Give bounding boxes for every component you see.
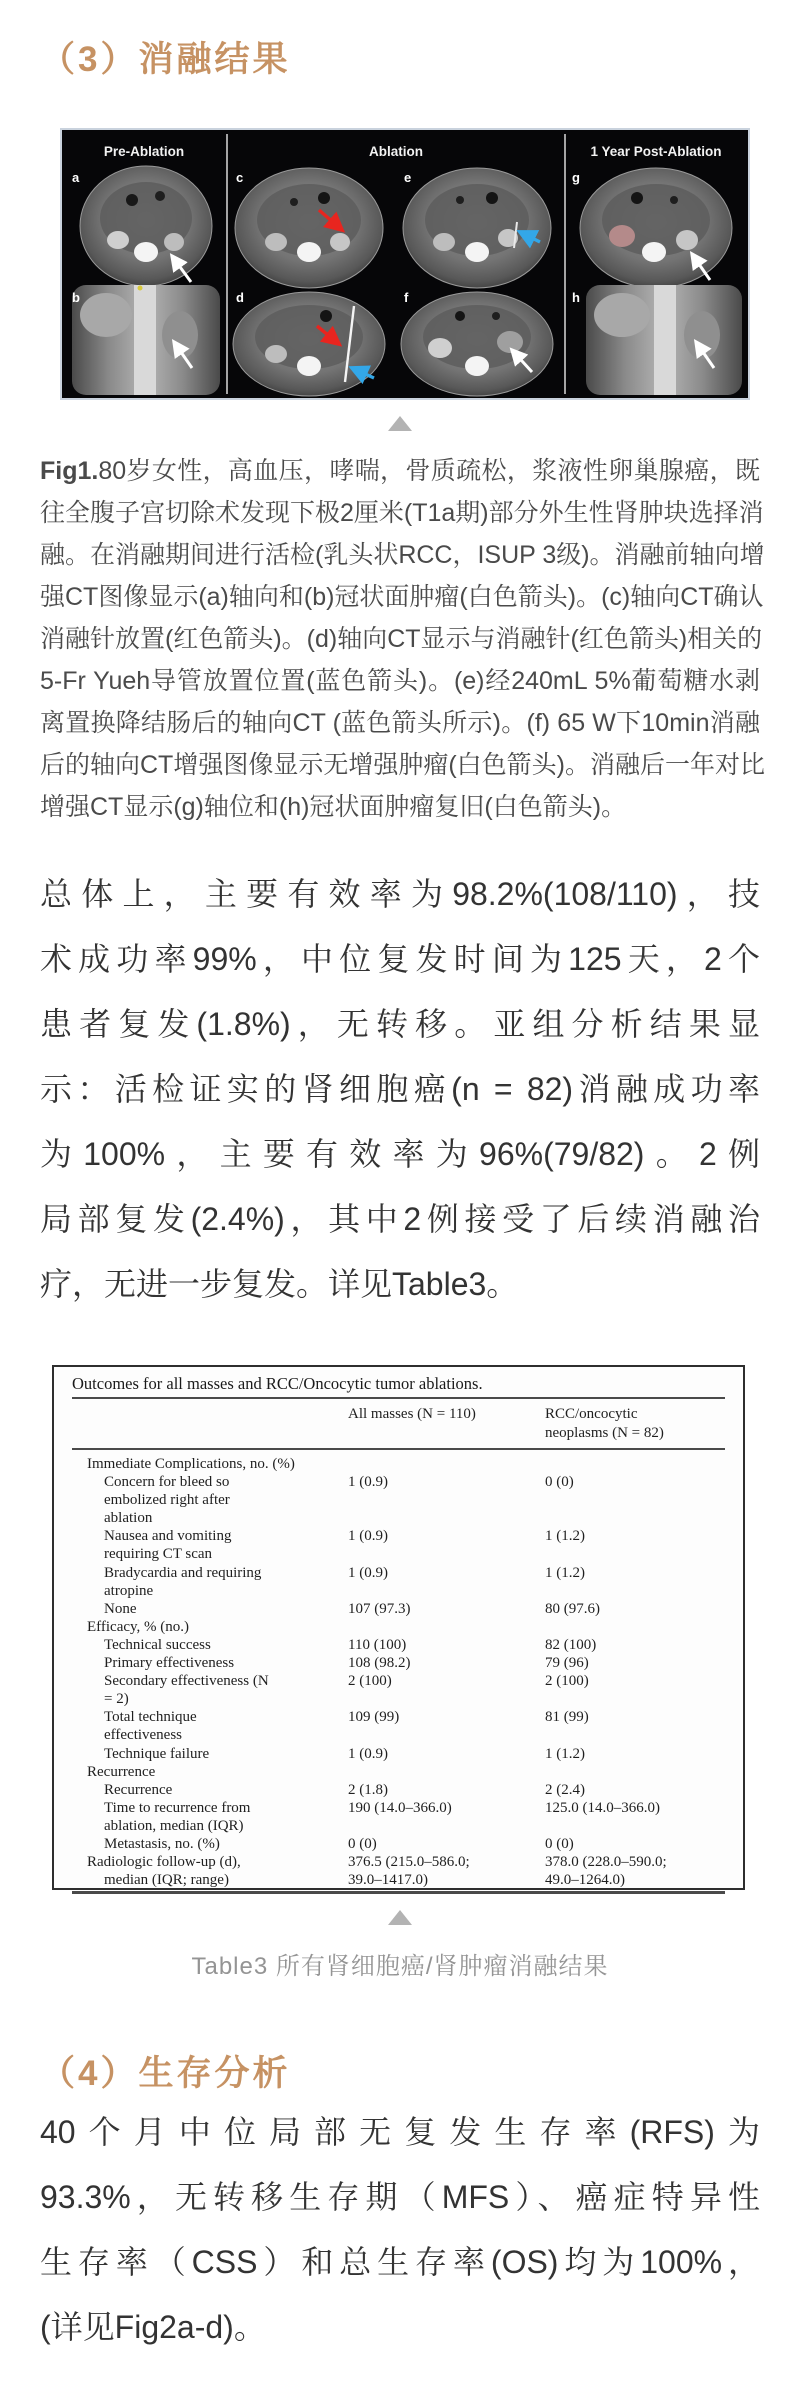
text-line: 后的轴向CT增强图像显示无增强肿瘤(白色箭头)。消融后一年对比	[40, 751, 765, 779]
table-cell	[545, 1527, 725, 1563]
table-cell	[72, 1763, 348, 1781]
table-cell	[72, 1853, 348, 1889]
text-line: RCC/oncocytic	[545, 1406, 638, 1422]
table-row	[72, 1708, 725, 1744]
text-line: 1 (1.2)	[545, 1745, 585, 1762]
table-cell	[72, 1745, 348, 1763]
text-line: All masses (N = 110)	[348, 1406, 476, 1422]
text-line: 2 (100)	[348, 1673, 392, 1690]
panel-letter-a: a	[72, 170, 80, 185]
table-row	[72, 1654, 725, 1672]
table-cell	[545, 1799, 725, 1835]
table-cell	[348, 1473, 545, 1527]
table3-caption: Table3 所有肾细胞癌/肾肿瘤消融结果	[191, 1953, 609, 1980]
table-row	[72, 1799, 725, 1835]
text-line: Primary effectiveness	[104, 1655, 235, 1672]
panel-letter-e: e	[404, 170, 412, 185]
table-cell	[348, 1781, 545, 1799]
table-cell	[348, 1654, 545, 1672]
ct-panel-a	[80, 166, 212, 286]
text-line: median (IQR; range)	[104, 1872, 229, 1889]
table-row	[72, 1618, 725, 1636]
text-line: 疗，无进一步复发。详见Table3。	[40, 1266, 519, 1302]
ct-panel-b	[72, 285, 220, 395]
text-line: 2 (1.8)	[348, 1781, 388, 1798]
triangle-up-icon	[388, 1910, 412, 1925]
table-cell	[348, 1745, 545, 1763]
text-line: 5-Fr Yueh导管放置位置(蓝色箭头)。(e)经240mL 5%葡萄糖水剥	[40, 667, 760, 695]
text-line: 1 (0.9)	[348, 1564, 388, 1581]
text-line: Time to recurrence from	[104, 1799, 251, 1816]
text-line: atropine	[104, 1582, 154, 1599]
text-line: 术成功率99%，中位复发时间为125天，2个	[40, 941, 760, 977]
outcomes-table	[52, 1365, 745, 1890]
table-cell	[72, 1527, 348, 1563]
figure-column-pre-ablation: Pre-Ablation	[103, 144, 185, 159]
text-line: Recurrence	[104, 1781, 173, 1798]
text-line: 1 (0.9)	[348, 1528, 388, 1545]
table-cell	[348, 1835, 545, 1853]
results-paragraph	[40, 862, 760, 1317]
table-cell	[545, 1455, 725, 1473]
text-line: 示：活检证实的肾细胞癌(n = 82)消融成功率	[40, 1071, 760, 1107]
table-row	[72, 1600, 725, 1618]
table-cell	[348, 1527, 545, 1563]
table-cell	[348, 1564, 545, 1600]
table-row	[72, 1527, 725, 1563]
text-line: None	[104, 1600, 137, 1617]
text-line: 110 (100)	[348, 1636, 407, 1653]
table-header-rcc	[545, 1405, 725, 1443]
text-line: 82 (100)	[545, 1636, 597, 1653]
panel-letter-g: g	[572, 170, 580, 185]
text-line: 1 (1.2)	[545, 1564, 585, 1581]
text-line: 1 (0.9)	[348, 1474, 388, 1491]
table-cell	[348, 1708, 545, 1744]
ct-figure-svg	[62, 130, 748, 398]
ct-panel-g	[580, 168, 732, 288]
table-cell	[545, 1473, 725, 1527]
table-row	[72, 1564, 725, 1600]
text-line: 378.0 (228.0–590.0;	[545, 1854, 667, 1871]
text-line: 总体上，主要有效率为98.2%(108/110)，技	[40, 876, 760, 912]
text-line: 40个月中位局部无复发生存率(RFS)为	[40, 2114, 760, 2150]
figure-column-ablation: Ablation	[369, 144, 423, 159]
fig1-caption-text: 80岁女性，高血压，哮喘，骨质疏松，浆液性卵巢腺癌，既	[98, 457, 760, 485]
table-rule-header	[72, 1448, 725, 1450]
table-cell	[348, 1600, 545, 1618]
text-line: Technical success	[104, 1636, 211, 1653]
text-line: Radiologic follow-up (d),	[87, 1854, 241, 1871]
text-line: Efficacy, % (no.)	[87, 1618, 190, 1635]
text-line: Metastasis, no. (%)	[104, 1835, 220, 1852]
table-row	[72, 1636, 725, 1654]
table-cell	[545, 1708, 725, 1744]
table-cell	[72, 1618, 348, 1636]
table-rule-top	[72, 1397, 725, 1399]
text-line: 生存率（CSS）和总生存率(OS)均为100%，	[40, 2244, 760, 2280]
text-line: 80 (97.6)	[545, 1600, 600, 1617]
table-row	[72, 1763, 725, 1781]
text-line: 0 (0)	[545, 1474, 574, 1491]
table-cell	[545, 1618, 725, 1636]
text-line: Bradycardia and requiring	[104, 1564, 262, 1581]
text-line: 强CT图像显示(a)轴向和(b)冠状面肿瘤(白色箭头)。(c)轴向CT确认	[40, 583, 764, 611]
table-title: Outcomes for all masses and RCC/Oncocytic tumor ablations.	[72, 1374, 483, 1393]
table-cell	[545, 1672, 725, 1708]
text-line: = 2)	[104, 1691, 129, 1708]
table-cell	[545, 1763, 725, 1781]
text-line: 增强CT显示(g)轴位和(h)冠状面肿瘤复旧(白色箭头)。	[40, 793, 627, 821]
panel-letter-c: c	[236, 170, 244, 185]
text-line: 融。在消融期间进行活检(乳头状RCC，ISUP 3级)。消融前轴向增	[40, 541, 765, 569]
text-line: ablation, median (IQR)	[104, 1817, 244, 1834]
text-line: Technique failure	[104, 1745, 210, 1762]
table-cell	[545, 1564, 725, 1600]
text-line: ablation	[104, 1510, 153, 1527]
table-cell	[545, 1835, 725, 1853]
fig1-ct-image	[60, 128, 750, 400]
fig1-caption	[40, 450, 765, 828]
table-cell	[72, 1835, 348, 1853]
table-cell	[72, 1636, 348, 1654]
text-line: 39.0–1417.0)	[348, 1872, 428, 1889]
text-line: 81 (99)	[545, 1709, 589, 1726]
text-line: Concern for bleed so	[104, 1474, 230, 1491]
table-cell	[72, 1564, 348, 1600]
table-row	[72, 1672, 725, 1708]
text-line: effectiveness	[104, 1727, 183, 1744]
table-cell	[72, 1473, 348, 1527]
table-cell	[72, 1455, 348, 1473]
text-line: 108 (98.2)	[348, 1655, 411, 1672]
text-line: 0 (0)	[545, 1835, 574, 1852]
text-line: Recurrence	[87, 1763, 156, 1780]
table-cell	[545, 1636, 725, 1654]
text-line: 49.0–1264.0)	[545, 1872, 625, 1889]
text-line: 患者复发(1.8%)，无转移。亚组分析结果显	[40, 1006, 760, 1042]
fig1-caption-first-line	[40, 450, 760, 492]
table-header-all-masses	[348, 1405, 545, 1443]
text-line: 1 (0.9)	[348, 1745, 388, 1762]
table-cell	[545, 1853, 725, 1889]
text-line: requiring CT scan	[104, 1546, 213, 1563]
table-cell	[545, 1600, 725, 1618]
text-line: 2 (2.4)	[545, 1781, 585, 1798]
table-cell	[348, 1455, 545, 1473]
ct-panel-c	[235, 168, 383, 288]
table-cell	[348, 1672, 545, 1708]
table-cell	[348, 1799, 545, 1835]
ct-panel-f	[401, 292, 553, 396]
table-row	[72, 1455, 725, 1473]
panel-letter-d: d	[236, 290, 244, 305]
text-line: 107 (97.3)	[348, 1600, 411, 1617]
table-cell	[348, 1636, 545, 1654]
text-line: 125.0 (14.0–366.0)	[545, 1799, 660, 1816]
text-line: embolized right after	[104, 1492, 230, 1509]
ct-panel-d	[233, 292, 385, 396]
panel-letter-b: b	[72, 290, 80, 305]
text-line: Secondary effectiveness (N	[104, 1673, 269, 1690]
table-header-spacer	[72, 1405, 348, 1443]
table-row	[72, 1853, 725, 1889]
table-row	[72, 1473, 725, 1527]
table-cell	[72, 1600, 348, 1618]
text-line: 1 (1.2)	[545, 1528, 585, 1545]
text-line: 往全腹子宫切除术发现下极2厘米(T1a期)部分外生性肾肿块选择消	[40, 499, 764, 527]
panel-letter-h: h	[572, 290, 580, 305]
text-line: 376.5 (215.0–586.0;	[348, 1854, 470, 1871]
text-line: (详见Fig2a-d)。	[40, 2309, 266, 2345]
table-body	[72, 1453, 725, 1889]
table-rule-bottom	[72, 1891, 725, 1894]
table-cell	[72, 1708, 348, 1744]
table-cell	[545, 1781, 725, 1799]
table-row	[72, 1781, 725, 1799]
text-line: 190 (14.0–366.0)	[348, 1799, 452, 1816]
ct-panel-e	[403, 168, 551, 288]
fig1-label: Fig1.	[40, 457, 99, 485]
table-cell	[72, 1672, 348, 1708]
text-line: 79 (96)	[545, 1655, 589, 1672]
table-cell	[72, 1799, 348, 1835]
text-line: 离置换降结肠后的轴向CT (蓝色箭头所示)。(f) 65 W下10min消融	[40, 709, 760, 737]
text-line: Total technique	[104, 1709, 197, 1726]
table-row	[72, 1835, 725, 1853]
table-cell	[348, 1763, 545, 1781]
table-cell	[545, 1654, 725, 1672]
text-line: Immediate Complications, no. (%)	[87, 1456, 295, 1472]
survival-paragraph	[40, 2100, 760, 2360]
text-line: neoplasms (N = 82)	[545, 1425, 664, 1441]
panel-letter-f: f	[404, 290, 409, 305]
ct-panel-h	[586, 285, 742, 395]
text-line: 109 (99)	[348, 1709, 400, 1726]
section-heading-ablation-results: （3）消融结果	[40, 40, 291, 79]
table-cell	[72, 1654, 348, 1672]
text-line: Nausea and vomiting	[104, 1528, 232, 1545]
text-line: 93.3%，无转移生存期（MFS）、癌症特异性	[40, 2179, 760, 2215]
text-line: 消融针放置(红色箭头)。(d)轴向CT显示与消融针(红色箭头)相关的	[40, 625, 763, 653]
table-cell	[348, 1618, 545, 1636]
text-line: 局部复发(2.4%)，其中2例接受了后续消融治	[40, 1201, 760, 1237]
table-cell	[545, 1745, 725, 1763]
figure-column-post-ablation: 1 Year Post-Ablation	[590, 144, 722, 159]
text-line: 0 (0)	[348, 1835, 377, 1852]
text-line: 2 (100)	[545, 1673, 589, 1690]
table-cell	[348, 1853, 545, 1889]
triangle-up-icon	[388, 416, 412, 431]
text-line: 为100%，主要有效率为96%(79/82)。2例	[40, 1136, 760, 1172]
table-cell	[72, 1781, 348, 1799]
table-header-row	[72, 1402, 725, 1445]
table-row	[72, 1745, 725, 1763]
section-heading-survival-analysis: （4）生存分析	[40, 2054, 291, 2093]
